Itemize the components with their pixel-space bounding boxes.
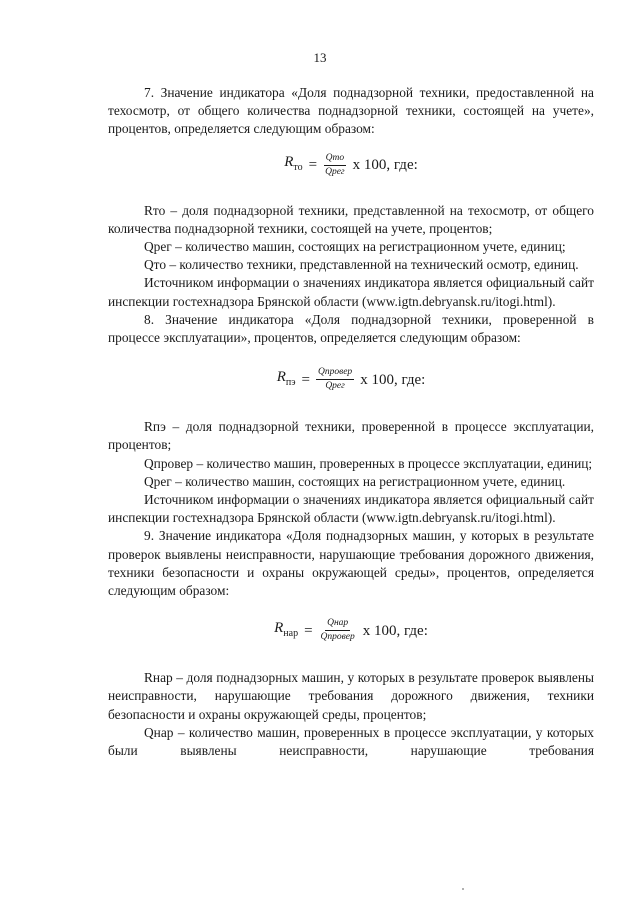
item8-intro: 8. Значение индикатора «Доля поднадзорной техники, проверенной в процессе эксплуатации», процентов, определяется следующим образом: — [108, 311, 594, 346]
fraction-denominator: Qпровер — [320, 632, 355, 643]
item7-definition-qto: Qто – количество техники, представленной на технический осмотр, единиц. — [144, 257, 579, 273]
formula-multiplier: x 100, где: — [360, 371, 426, 388]
formula-equals: = — [308, 157, 318, 173]
fraction-numerator: Qто — [324, 153, 346, 166]
formula-lhs: $R_{нар}$ — [274, 619, 299, 639]
item8-definition-rpe: Rпэ – доля поднадзорной техники, проверенной в процессе эксплуатации, процентов; — [108, 419, 594, 453]
formula-fraction — [316, 367, 354, 392]
formula-fraction — [319, 618, 357, 643]
item8-definition-qreg: Qрег – количество машин, состоящих на регистрационном учете, единиц. — [144, 473, 566, 489]
item7-definition-rto: Rто – доля поднадзорной техники, представленной на техосмотр, от общего количества поднадзорной техники, состоящей на учете, процентов; — [108, 202, 594, 236]
formula-rto — [108, 153, 594, 178]
scan-speck — [462, 888, 464, 890]
item8-definition-qprover: Qпровер – количество машин, проверенных в процессе эксплуатации, единиц; — [144, 455, 593, 471]
formula-rnar — [108, 618, 594, 643]
formula-multiplier: x 100, где: — [362, 622, 428, 639]
formula-fraction — [323, 153, 347, 178]
document-body — [108, 84, 594, 760]
item9-intro: 9. Значение индикатора «Доля поднадзорных машин, у которых в результате проверок выявлены неисправности, нарушающие требования дорожного движения, техники безопасности и охраны окружающей среды», процентов, определяется следующим образом: — [108, 528, 594, 599]
page-number: 13 — [313, 50, 327, 65]
fraction-denominator: Qрег — [325, 166, 345, 177]
fraction-numerator: Qпровер — [316, 367, 354, 380]
formula-equals: = — [301, 371, 310, 388]
formula-lhs: $R_{то}$ — [284, 154, 303, 173]
item7-intro: 7. Значение индикатора «Доля поднадзорной техники, предоставленной на техосмотр, от общего количества поднадзорной техники, состоящей на учете», процентов, определяется следующим образом: — [108, 85, 594, 137]
formula-multiplier: x 100, где: — [352, 157, 418, 173]
item9-definition-qnar: Qнар – количество машин, проверенных в процессе эксплуатации, у которых были выявлены неисправности, нарушающие требования — [108, 724, 594, 759]
item7-definition-qreg: Qрег – количество машин, состоящих на регистрационном учете, единиц; — [144, 239, 566, 255]
fraction-denominator: Qрег — [325, 381, 345, 392]
item9-definition-rnar: Rнар – доля поднадзорных машин, у которых в результате проверок выявлены неисправности, нарушающие требования дорожного движения, техники безопасности и охраны окружающей среды, процентов; — [108, 670, 594, 722]
formula-equals: = — [304, 622, 313, 639]
item8-source: Источником информации о значениях индикатора является официальный сайт инспекции гостехнадзора Брянской области (www.igtn.debryansk.ru/itogi.html). — [108, 492, 594, 526]
formula-rpe — [108, 367, 594, 392]
formula-lhs: $R_{пэ}$ — [276, 368, 296, 388]
item7-source: Источником информации о значениях индикатора является официальный сайт инспекции гостехнадзора Брянской области (www.igtn.debryansk.ru/itogi.html). — [108, 275, 594, 309]
fraction-numerator: Qнар — [325, 618, 350, 631]
